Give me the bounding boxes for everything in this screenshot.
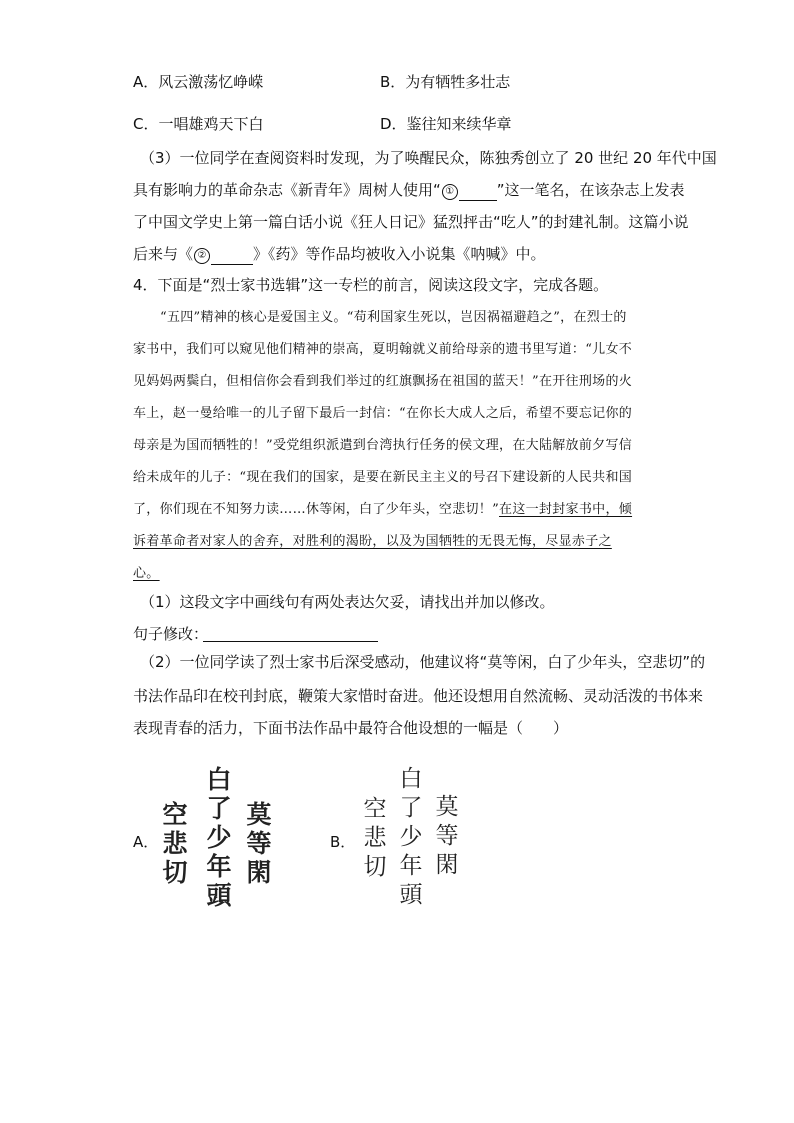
calligraphy-char: 白 (399, 766, 423, 792)
passage-line-3: 见妈妈两鬓白，但相信你会看到我们举过的红旗飘扬在祖国的蓝天！”在开往刑场的火 (133, 374, 633, 389)
q3-line-4 (133, 244, 546, 265)
calligraphy-char: 頭 (399, 882, 423, 908)
underlined-sentence-part-3: 心。 (133, 566, 160, 581)
q4-heading: 4．下面是“烈士家书选辑”这一专栏的前言，阅读这段文字，完成各题。 (133, 276, 609, 294)
calligraphy-char: 悲 (162, 829, 188, 858)
calligraphy-char: 切 (363, 854, 387, 880)
option-b: B．为有牺牲多壮志 (380, 73, 511, 91)
q3-line-2 (133, 180, 685, 201)
calligraphy-char: 了 (206, 794, 232, 823)
calligraphy-char: 閑 (246, 858, 272, 887)
calligraphy-b-right-column (432, 793, 462, 880)
calligraphy-char: 頭 (206, 881, 232, 910)
q3-line-3: 了中国文学史上第一篇白话小说《狂人日记》猛烈抨击“吃人”的封建礼制。这篇小说 (133, 213, 689, 231)
calligraphy-char: 莫 (246, 800, 272, 829)
calligraphy-a-left-column (160, 800, 190, 887)
q3-line-1: （3）一位同学在查阅资料时发现，为了唤醒民众，陈独秀创立了 20 世纪 20 年代中国 (140, 149, 717, 167)
passage-line-1: “五四”精神的核心是爱国主义。“苟利国家生死以，岂因祸福避趋之”，在烈士的 (160, 310, 627, 325)
underlined-sentence-part-2: 诉着革命者对家人的舍弃，对胜利的渴盼，以及为国牺牲的无畏无悔，尽显赤子之 (133, 534, 612, 549)
calligraphy-char: 切 (162, 858, 188, 887)
calligraphy-b-middle-column (396, 765, 426, 910)
blank-1[interactable] (459, 180, 497, 201)
q3-line-2-pre: 具有影响力的革命杂志《新青年》周树人使用“ (133, 181, 441, 199)
calligraphy-artwork-b[interactable] (360, 765, 470, 920)
q3-line-4-post: 》《药》等作品均被收入小说集《呐喊》中。 (253, 245, 546, 263)
q4-sub1-label: 句子修改： (133, 625, 209, 643)
calligraphy-char: 少 (399, 824, 423, 850)
option-c: C．一唱雄鸡天下白 (133, 115, 264, 133)
calligraphy-a-middle-column (204, 765, 234, 910)
calligraphy-char: 閑 (435, 852, 459, 878)
calligraphy-char: 少 (206, 823, 232, 852)
passage-line-7-text: 了，你们现在不知努力读……休等闲，白了少年头，空悲切！” (133, 502, 500, 517)
calligraphy-char: 空 (162, 800, 188, 829)
calligraphy-char: 莫 (435, 794, 459, 820)
passage-line-2: 家书中，我们可以窥见他们精神的崇高，夏明翰就义前给母亲的遗书里写道：“儿女不 (133, 342, 633, 357)
blank-1-number: ① (442, 184, 458, 200)
q3-line-4-pre: 后来与《 (133, 245, 194, 263)
calligraphy-char: 年 (206, 852, 232, 881)
option-d: D．鉴往知来续华章 (380, 115, 512, 133)
calligraphy-char: 等 (435, 823, 459, 849)
underlined-sentence-part-1: 在这一封封家书中，倾 (499, 502, 633, 517)
q4-sub2-line-3: 表现青春的活力，下面书法作品中最符合他设想的一幅是（ ） (133, 719, 569, 737)
calligraphy-a-right-column (244, 800, 274, 887)
calligraphy-char: 了 (399, 795, 423, 821)
calligraphy-char: 年 (399, 853, 423, 879)
passage-line-4: 车上，赵一曼给唯一的儿子留下最后一封信：“在你长大成人之后，希望不要忘记你的 (133, 406, 633, 421)
calligraphy-b-left-column (360, 795, 390, 882)
q3-line-2-post: ”这一笔名，在该杂志上发表 (496, 181, 685, 199)
q4-sub1-prompt: （1）这段文字中画线句有两处表达欠妥，请找出并加以修改。 (140, 593, 555, 611)
option-a: A．风云激荡忆峥嵘 (133, 73, 264, 91)
calligraphy-option-a-label: A． (133, 833, 159, 851)
blank-2-number: ② (194, 248, 210, 264)
calligraphy-option-b-label: B． (330, 833, 356, 851)
sentence-revision-answer-line[interactable] (203, 641, 378, 642)
blank-2[interactable] (211, 244, 253, 265)
calligraphy-artwork-a[interactable] (160, 765, 280, 915)
calligraphy-char: 空 (363, 796, 387, 822)
q4-sub2-line-1: （2）一位同学读了烈士家书后深受感动，他建议将“莫等闲，白了少年头，空悲切”的 (140, 653, 706, 671)
passage-line-7 (133, 500, 632, 520)
passage-line-5: 母亲是为国而牺牲的！”受党组织派遣到台湾执行任务的侯文理，在大陆解放前夕写信 (133, 438, 633, 453)
calligraphy-char: 白 (206, 765, 232, 794)
passage-line-6: 给未成年的儿子：“现在我们的国家，是要在新民主主义的号召下建设新的人民共和国 (133, 470, 633, 485)
q4-sub2-line-2: 书法作品印在校刊封底，鞭策大家惜时奋进。他还设想用自然流畅、灵动活泼的书体来 (133, 687, 704, 705)
calligraphy-char: 等 (246, 829, 272, 858)
calligraphy-char: 悲 (363, 825, 387, 851)
